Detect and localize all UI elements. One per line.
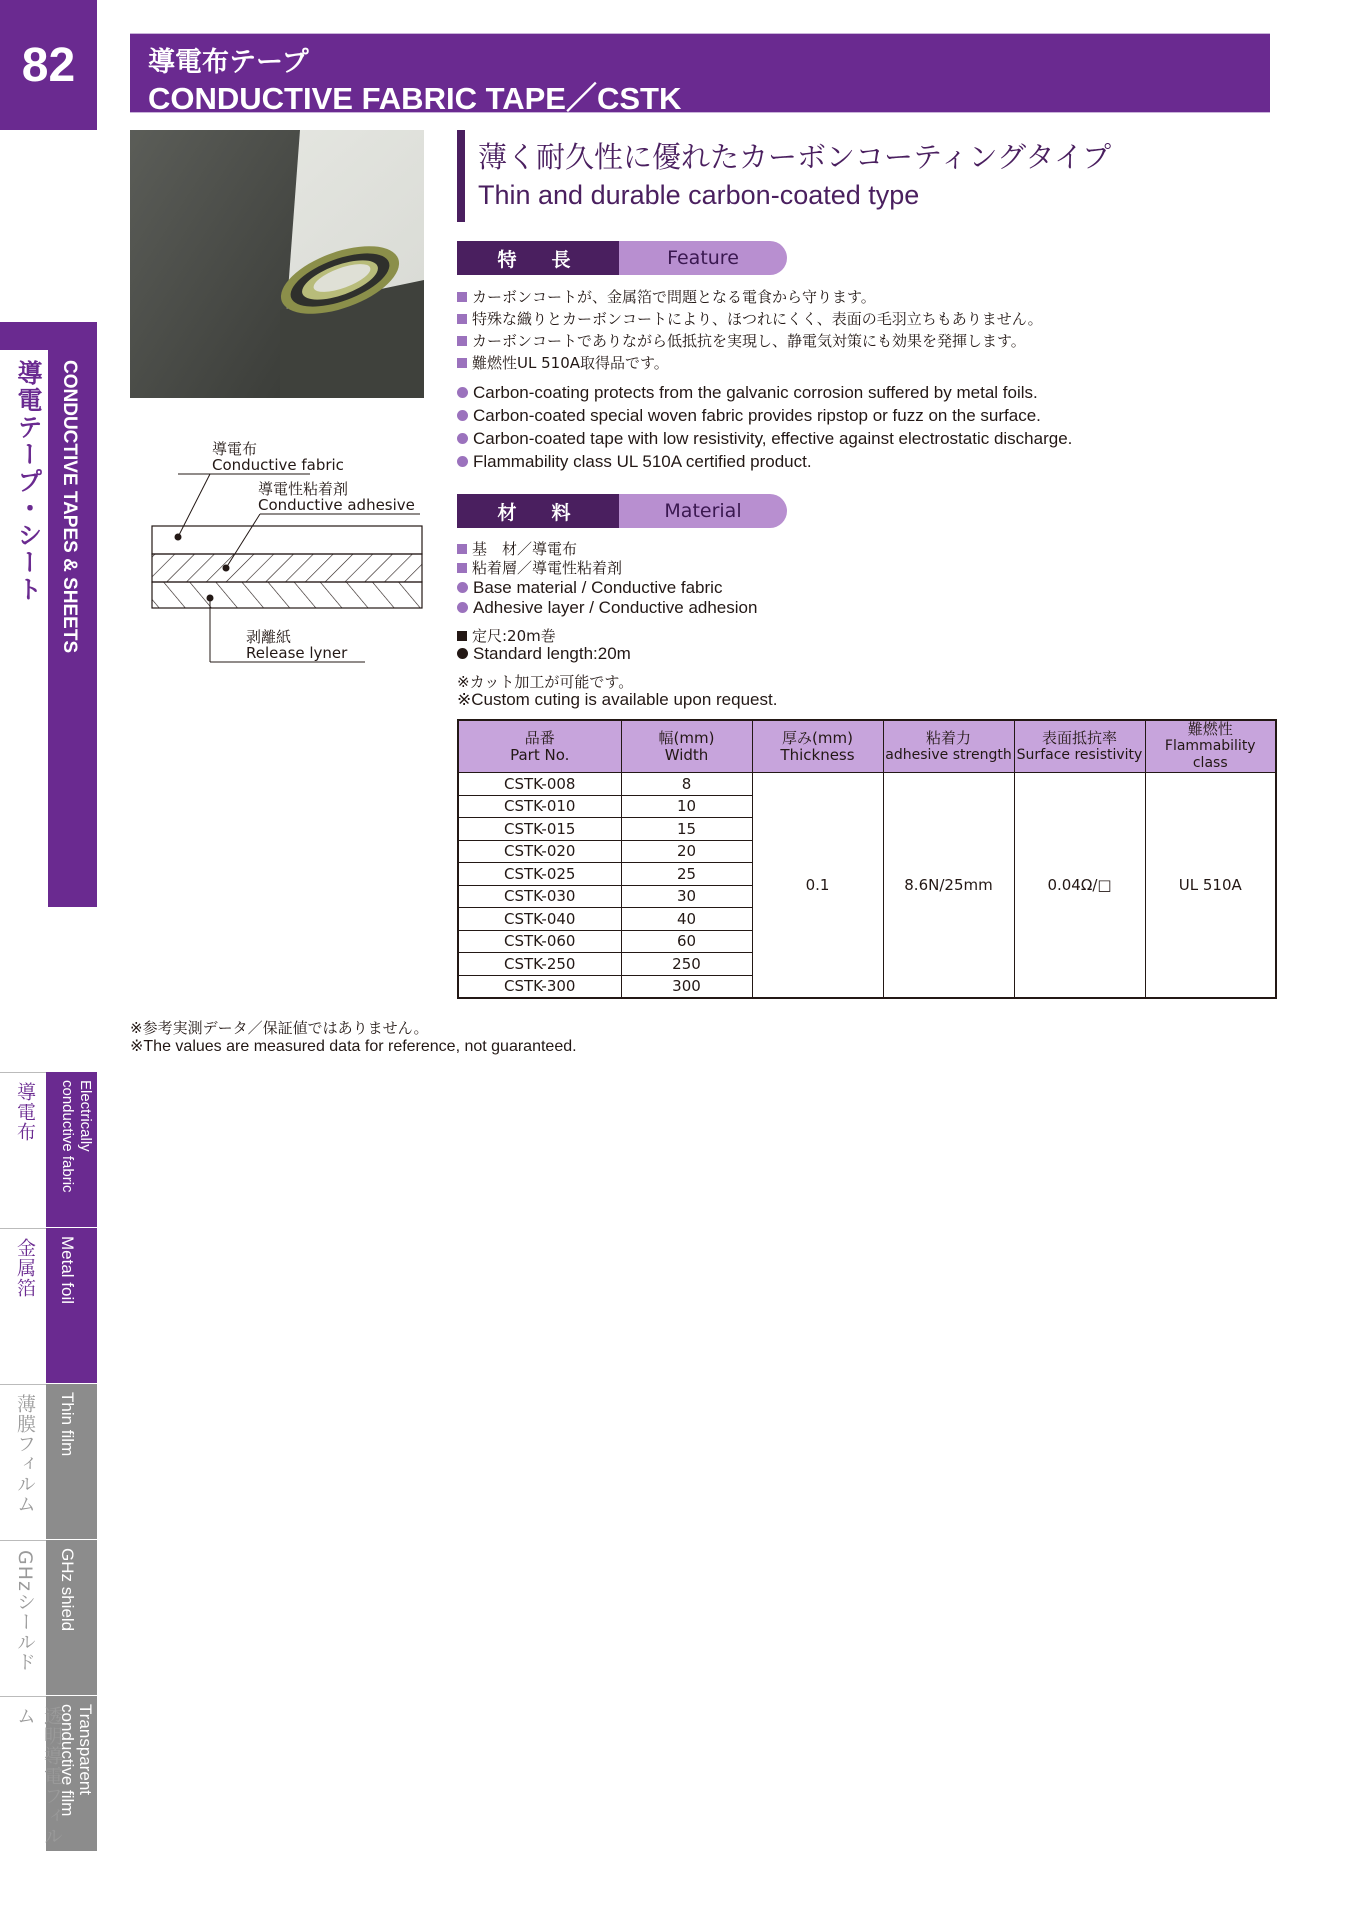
- material-label-jp: 材 料: [457, 494, 619, 528]
- material-label-en: Material: [619, 494, 787, 528]
- liner-label-jp: 剥離紙: [246, 628, 292, 646]
- liner-label-en: Release lyner: [246, 644, 348, 662]
- header-flammability: 難燃性 Flammability class: [1145, 720, 1276, 773]
- feature-jp-item: カーボンコートが、金属箔で問題となる電食から守ります。: [457, 286, 876, 307]
- part-number-cell: CSTK-250: [458, 953, 621, 976]
- part-number-cell: CSTK-300: [458, 975, 621, 998]
- cut-note-en: ※Custom cuting is available upon request.: [457, 690, 778, 709]
- page-number: 82: [0, 0, 97, 130]
- part-number-cell: CSTK-020: [458, 840, 621, 863]
- part-number-cell: CSTK-010: [458, 795, 621, 818]
- flammability-cell: UL 510A: [1145, 773, 1276, 999]
- side-tab-en: CONDUCTIVE TAPES & SHEETS: [59, 360, 80, 654]
- material-jp-item: 基 材／導電布: [457, 538, 577, 559]
- header-adhesive-strength: 粘着力 adhesive strength: [883, 720, 1014, 773]
- surface-resistivity-cell: 0.04Ω/□: [1014, 773, 1145, 999]
- fabric-label-en: Conductive fabric: [212, 456, 344, 474]
- headline-jp: 薄く耐久性に優れたカーボンコーティングタイプ: [478, 140, 1112, 174]
- headline-bar: [457, 130, 465, 222]
- width-cell: 20: [621, 840, 752, 863]
- category-tab-metal-foil[interactable]: 金属箔 Metal foil: [0, 1228, 97, 1383]
- feature-jp-item: カーボンコートでありながら低抵抗を実現し、静電気対策にも効果を発揮します。: [457, 330, 1026, 351]
- cut-note-jp: ※カット加工が可能です。: [457, 673, 634, 691]
- width-cell: 8: [621, 773, 752, 796]
- header-width: 幅(mm) Width: [621, 720, 752, 773]
- feature-label-jp: 特 長: [457, 241, 619, 275]
- headline-en: Thin and durable carbon-coated type: [478, 180, 920, 210]
- spec-table: [457, 719, 1277, 999]
- width-cell: 60: [621, 930, 752, 953]
- footnote-en: ※The values are measured data for reference, not guaranteed.: [130, 1038, 577, 1055]
- fabric-label-jp: 導電布: [212, 440, 258, 458]
- part-number-cell: CSTK-015: [458, 818, 621, 841]
- part-number-cell: CSTK-008: [458, 773, 621, 796]
- feature-label-en: Feature: [619, 241, 787, 275]
- width-cell: 10: [621, 795, 752, 818]
- material-en-item: Base material / Conductive fabric: [457, 578, 722, 598]
- header-surface-resistivity: 表面抵抗率 Surface resistivity: [1014, 720, 1145, 773]
- title-jp: 導電布テープ: [148, 47, 309, 78]
- adhesive-label-en: Conductive adhesive: [258, 496, 415, 514]
- table-header-row: [458, 720, 1276, 773]
- width-cell: 250: [621, 953, 752, 976]
- part-number-cell: CSTK-060: [458, 930, 621, 953]
- width-cell: 30: [621, 885, 752, 908]
- feature-jp-item: 難燃性UL 510A取得品です。: [457, 352, 669, 373]
- feature-en-item: Flammability class UL 510A certified product.: [457, 452, 812, 472]
- part-number-cell: CSTK-040: [458, 908, 621, 931]
- header-part-no: 品番 Part No.: [458, 720, 621, 773]
- layer-diagram: [140, 430, 440, 670]
- side-tab-jp: 導電テープ・シート: [14, 360, 43, 603]
- header-thickness: 厚み(mm) Thickness: [752, 720, 883, 773]
- width-cell: 300: [621, 975, 752, 998]
- feature-jp-item: 特殊な織りとカーボンコートにより、ほつれにくく、表面の毛羽立ちもありません。: [457, 308, 1043, 329]
- table-row: [458, 773, 1276, 796]
- part-number-cell: CSTK-030: [458, 885, 621, 908]
- thickness-cell: 0.1: [752, 773, 883, 999]
- length-en: Standard length:20m: [457, 644, 631, 664]
- adhesive-label-jp: 導電性粘着剤: [258, 480, 349, 498]
- category-tab-thin-film[interactable]: 薄膜フィルム Thin film: [0, 1384, 97, 1539]
- category-tab-ghz-shield[interactable]: GHzシールド GHz shield: [0, 1540, 97, 1695]
- footnote-jp: ※参考実測データ／保証値ではありません。: [130, 1019, 429, 1037]
- part-number-cell: CSTK-025: [458, 863, 621, 886]
- product-photo: [130, 130, 424, 398]
- width-cell: 25: [621, 863, 752, 886]
- material-en-item: Adhesive layer / Conductive adhesion: [457, 598, 757, 618]
- feature-en-item: Carbon-coated tape with low resistivity, effective against electrostatic discharge.: [457, 429, 1072, 449]
- category-tab-conductive-fabric[interactable]: 導電布 Electrically conductive fabric: [0, 1072, 97, 1227]
- feature-en-item: Carbon-coating protects from the galvanic corrosion suffered by metal foils.: [457, 383, 1038, 403]
- width-cell: 15: [621, 818, 752, 841]
- feature-en-item: Carbon-coated special woven fabric provides ripstop or fuzz on the surface.: [457, 406, 1041, 426]
- material-jp-item: 粘着層／導電性粘着剤: [457, 557, 622, 578]
- category-tab-transparent-film[interactable]: 透明導電フィルム Transparent conductive film: [0, 1696, 97, 1851]
- width-cell: 40: [621, 908, 752, 931]
- length-jp: 定尺:20m巻: [457, 625, 556, 646]
- title-en: CONDUCTIVE FABRIC TAPE／CSTK: [148, 81, 682, 116]
- adhesive-strength-cell: 8.6N/25mm: [883, 773, 1014, 999]
